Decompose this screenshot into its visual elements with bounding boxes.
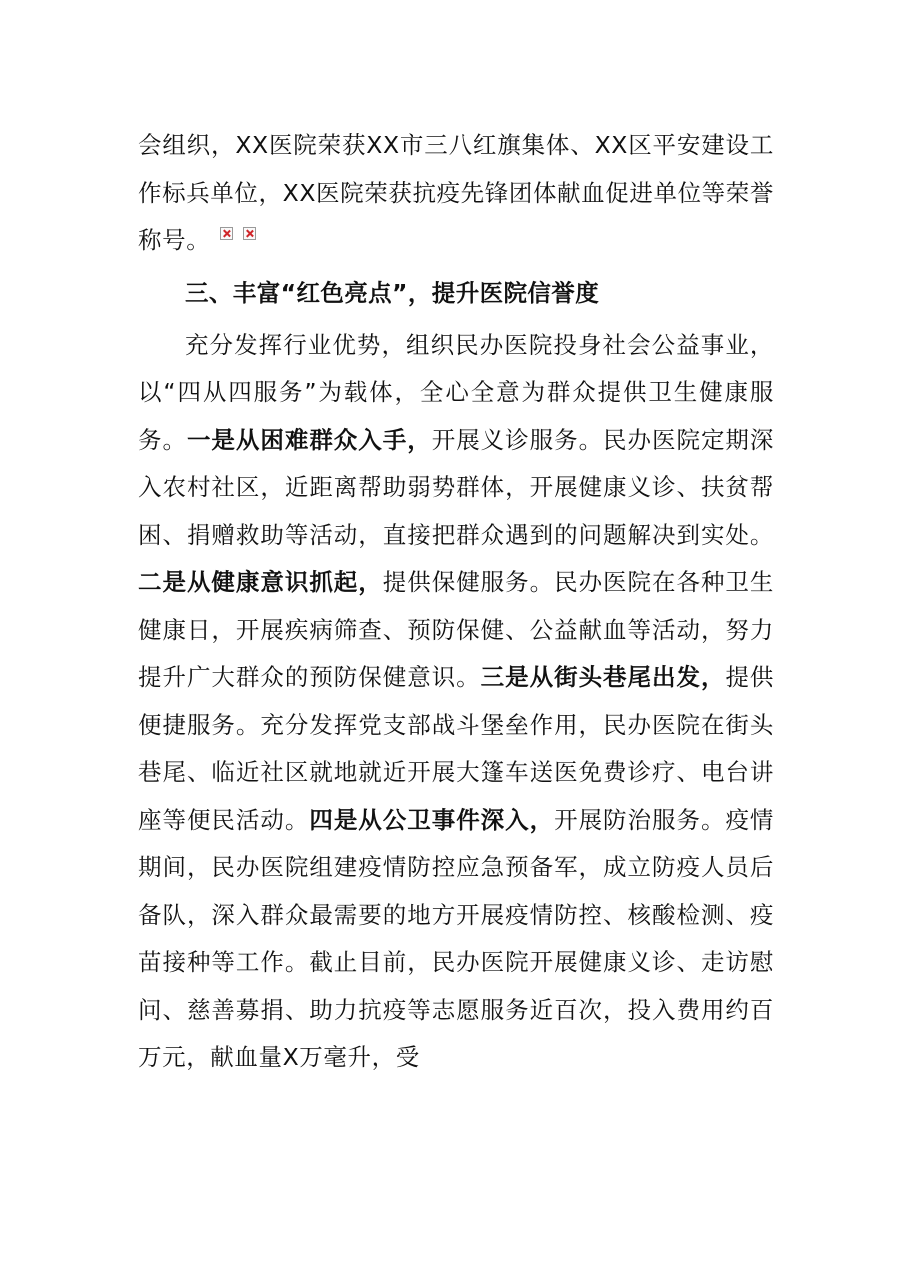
point-2-text: 提供保健服务。民办医院在各种卫生健康日，开展疾病筛查、预防保健、公益献血等活动，努力提升广大群众的预防保健意识。 [138,568,774,691]
point-4-text: 开展防治服务。疫情期间，民办医院组建疫情防控应急预备军，成立防疫人员后备队，深入群众最需要的地方开展疫情防控、核酸检测、疫苗接种等工作。截止目前，民办医院开展健康义诊、走访慰问、慈善募捐、助力抗疫等志愿服务近百次，投入费用约百万元，献血量X万毫升，受 [138,805,775,1071]
point-2-title: 二是从健康意识抓起， [138,568,383,596]
broken-image-icon [243,227,256,240]
body-lead: 充分发挥行业优势，组织民办医院投身社会公益事业，以“四从四服务”为载体，全心全意为群众提供卫生健康服务。 [138,330,774,454]
intro-text: 会组织，XX医院荣获XX市三八红旗集体、XX区平安建设工作标兵单位，XX医院荣获抗疫先锋团体献血促进单位等荣誉称号。 [138,131,774,254]
broken-image-icon [220,227,233,240]
intro-paragraph [138,122,774,265]
body-paragraph [138,322,774,1082]
point-3-text: 提供便捷服务。充分发挥党支部战斗堡垒作用，民办医院在街头巷尾、临近社区就地就近开展大篷车送医免费诊疗、电台讲座等便民活动。 [138,663,775,834]
point-1-text: 开展义诊服务。民办医院定期深入农村社区，近距离帮助弱势群体，开展健康义诊、扶贫帮困、捐赠救助等活动，直接把群众遇到的问题解决到实处。 [138,425,775,549]
point-1-title: 一是从困难群众入手， [186,425,432,454]
point-4-title: 四是从公卫事件深入， [309,805,555,834]
document-content [138,122,774,1082]
section-heading: 三、丰富“红色亮点”，提升医院信誉度 [185,278,600,307]
point-3-title: 三是从街头巷尾出发， [480,663,726,691]
